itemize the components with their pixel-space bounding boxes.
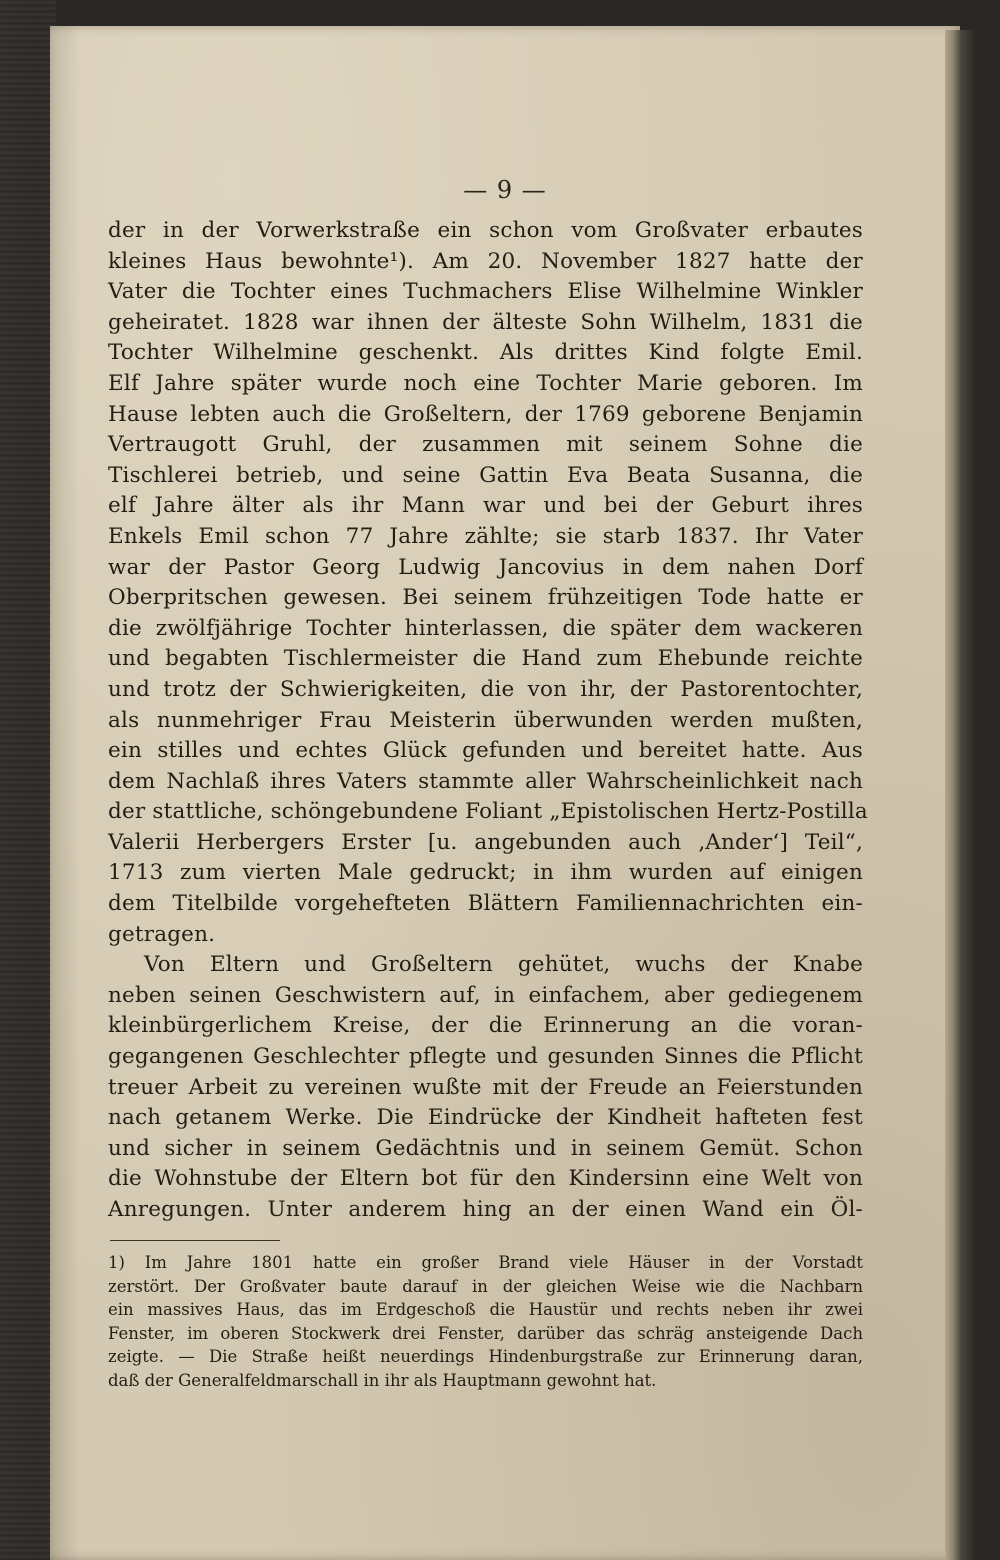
text-line: die Wohnstube der Eltern bot für den Kindersinn eine Welt von	[108, 1166, 863, 1192]
text-line: der stattliche, schöngebundene Foliant „Epistolischen Hertz-Postilla	[108, 799, 868, 825]
text-line: ein stilles und echtes Glück gefunden und bereitet hatte. Aus	[108, 738, 863, 764]
footnote-marker: 1)	[108, 1253, 125, 1272]
book-gutter	[0, 0, 56, 1560]
body-text	[108, 216, 868, 1226]
text-line: geheiratet. 1828 war ihnen der älteste Sohn Wilhelm, 1831 die	[108, 309, 863, 335]
text-line: dem Nachlaß ihres Vaters stammte aller Wahrscheinlichkeit nach	[108, 768, 863, 794]
text-line: 1713 zum vierten Male gedruckt; in ihm wurden auf einigen	[108, 860, 863, 886]
text-line: Enkels Emil schon 77 Jahre zählte; sie starb 1837. Ihr Vater	[108, 523, 863, 549]
text-line: Vertraugott Gruhl, der zusammen mit seinem Sohne die	[108, 432, 863, 458]
text-line: Anregungen. Unter anderem hing an der einen Wand ein Öl-	[108, 1197, 863, 1222]
text-line: kleinbürgerlichem Kreise, der die Erinnerung an die voran-	[108, 1013, 863, 1039]
footnote-line: ein massives Haus, das im Erdgeschoß die Haustür und rechts neben ihr zwei	[108, 1300, 863, 1319]
text-line: als nunmehriger Frau Meisterin überwunden werden mußten,	[108, 707, 863, 733]
text-line: getragen.	[108, 921, 216, 947]
text-line: Hause lebten auch die Großeltern, der 1769 geborene Benjamin	[108, 401, 863, 427]
text-line: und sicher in seinem Gedächtnis und in seinem Gemüt. Schon	[108, 1135, 863, 1161]
text-line: die zwölfjährige Tochter hinterlassen, die später dem wackeren	[108, 615, 863, 641]
text-line: Valerii Herbergers Erster [u. angebunden auch ‚Ander‘] Teil“,	[108, 829, 863, 855]
footnote-line: daß der Generalfeldmarschall in ihr als Hauptmann gewohnt hat.	[108, 1370, 657, 1390]
text-line: und trotz der Schwierigkeiten, die von ihr, der Pastorentochter,	[108, 676, 863, 702]
text-line: treuer Arbeit zu vereinen wußte mit der Freude an Feierstunden	[108, 1074, 863, 1100]
text-line: Vater die Tochter eines Tuchmachers Elise Wilhelmine Winkler	[108, 279, 863, 305]
footnote-text: Im Jahre 1801 hatte ein großer Brand viele Häuser in der Vorstadt	[144, 1253, 863, 1272]
page-number: — 9 —	[463, 176, 547, 204]
text-line: Tischlerei betrieb, und seine Gattin Eva Beata Susanna, die	[108, 462, 863, 488]
text-line: und begabten Tischlermeister die Hand zum Ehebunde reichte	[108, 646, 863, 672]
text-line: Tochter Wilhelmine geschenkt. Als drittes Kind folgte Emil.	[108, 340, 863, 366]
footnote-line	[108, 1251, 863, 1275]
page-edge	[945, 30, 975, 1560]
text-line: der in der Vorwerkstraße ein schon vom Großvater erbautes	[108, 218, 863, 243]
book-page	[50, 26, 960, 1560]
text-line: elf Jahre älter als ihr Mann war und bei der Geburt ihres	[108, 493, 863, 519]
footnote-line: Fenster, im oberen Stockwerk drei Fenster, darüber das schräg ansteigende Dach	[108, 1323, 863, 1343]
text-line: gegangenen Geschlechter pflegte und gesunden Sinnes die Pflicht	[108, 1044, 863, 1070]
text-line: Von Eltern und Großeltern gehütet, wuchs der Knabe	[144, 952, 863, 978]
text-line: Oberpritschen gewesen. Bei seinem frühzeitigen Tode hatte er	[108, 585, 863, 611]
footnote-line: zeigte. — Die Straße heißt neuerdings Hindenburgstraße zur Erinnerung daran,	[108, 1347, 863, 1366]
text-line: nach getanem Werke. Die Eindrücke der Kindheit hafteten fest	[108, 1105, 863, 1131]
text-line: Elf Jahre später wurde noch eine Tochter Marie geboren. Im	[108, 370, 863, 396]
text-line: kleines Haus bewohnte¹). Am 20. November 1827 hatte der	[108, 248, 863, 274]
text-line: neben seinen Geschwistern auf, in einfachem, aber gediegenem	[108, 982, 863, 1008]
text-line: war der Pastor Georg Ludwig Jancovius in dem nahen Dorf	[108, 554, 863, 580]
text-line: dem Titelbilde vorgehefteten Blättern Familiennachrichten ein-	[108, 891, 863, 917]
footnote-line: zerstört. Der Großvater baute darauf in der gleichen Weise wie die Nachbarn	[108, 1276, 863, 1296]
footnote-divider	[110, 1240, 280, 1241]
footnote	[108, 1251, 863, 1392]
